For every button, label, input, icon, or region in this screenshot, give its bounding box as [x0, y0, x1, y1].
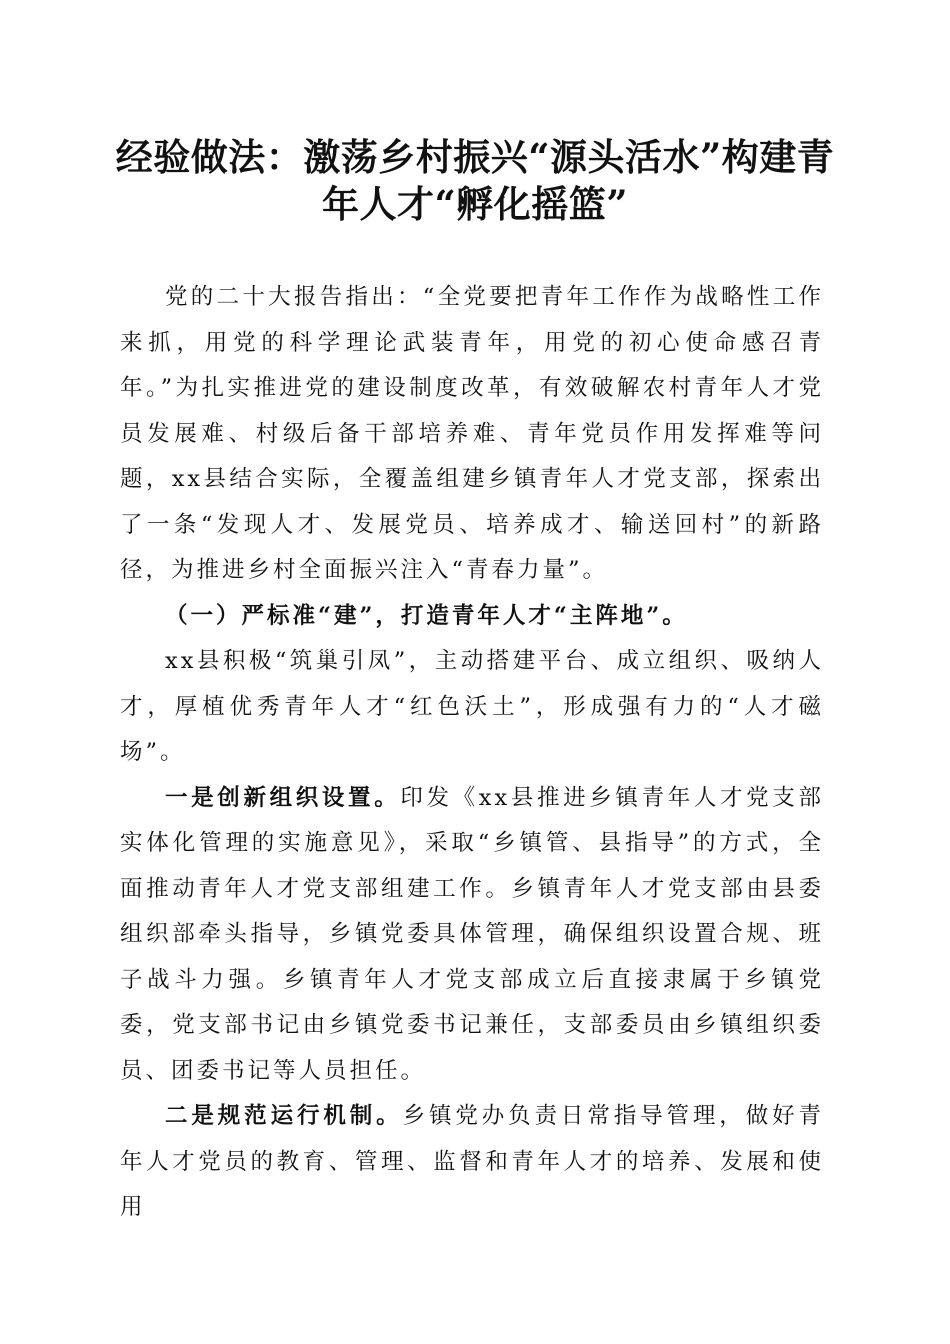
section-heading — [120, 594, 824, 640]
intro-paragraph-text: 党的二十大报告指出：“全党要把青年工作作为战略性工作来抓，用党的科学理论武装青年，用党的初心使命感召青年。”为扎实推进党的建设制度改革，有效破解农村青年人才党员发展难、村级后备干部培养难、青年党员作用发挥难等问题，xx县结合实际，全覆盖组建乡镇青年人才党支部，探索出了一条“发现人才、发展党员、培养成才、输送回村”的新路径，为推进乡村全面振兴注入“青春力量”。 — [120, 284, 824, 583]
intro-paragraph — [120, 275, 824, 594]
point-two-text: 乡镇党办负责日常指导管理，做好青年人才党员的教育、管理、监督和青年人才的培养、发展和使用 — [120, 1103, 824, 1220]
document-body — [120, 275, 824, 1231]
point-one-paragraph — [120, 776, 824, 1095]
section-heading-text: （一）严标准“建”，打造青年人才“主阵地”。 — [165, 602, 688, 629]
section-summary-paragraph — [120, 639, 824, 776]
point-one-text: 印发《xx县推进乡镇青年人才党支部实体化管理的实施意见》，采取“乡镇管、县指导”的方式，全面推动青年人才党支部组建工作。乡镇青年人才党支部由县委组织部牵头指导，乡镇党委具体管理，确保组织设置合规、班子战斗力强。乡镇青年人才党支部成立后直接隶属于乡镇党委，党支部书记由乡镇党委书记兼任，支部委员由乡镇组织委员、团委书记等人员担任。 — [120, 784, 824, 1084]
point-one-lead: 一是创新组织设置。 — [165, 784, 401, 811]
document-title: 经验做法：激荡乡村振兴“源头活水”构建青年人才“孵化摇篮” — [115, 135, 835, 226]
section-summary-text: xx县积极“筑巢引凤”，主动搭建平台、成立组织、吸纳人才，厚植优秀青年人才“红色沃土”，形成强有力的“人才磁场”。 — [120, 648, 824, 765]
point-two-paragraph — [120, 1094, 824, 1231]
point-two-lead: 二是规范运行机制。 — [165, 1103, 403, 1129]
